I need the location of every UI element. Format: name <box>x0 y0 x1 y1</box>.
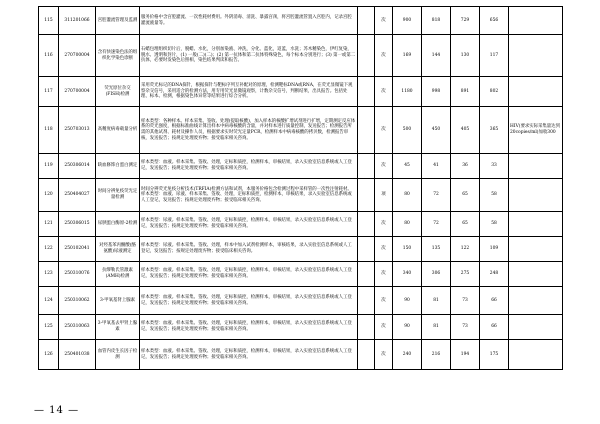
unit-cell: 次 <box>375 262 393 287</box>
exclusion-cell <box>358 154 375 179</box>
project-content-cell: 服务价格中含宫腔灌流、一次性耗材费用。外阴消毒、清洗、暴露宫颈，将宫腔灌流管置入宫腔内，记录宫腔灌流液量等。 <box>140 7 358 35</box>
exclusion-cell <box>358 287 375 315</box>
row-number-cell: 116 <box>39 35 59 77</box>
price-level-4-cell: 365 <box>480 107 509 154</box>
fee-table <box>38 6 563 370</box>
price-level-1-cell: 900 <box>393 7 422 35</box>
note-cell <box>509 77 563 107</box>
unit-cell: 次 <box>375 35 393 77</box>
unit-cell: 次 <box>375 77 393 107</box>
project-code-cell: 250306015 <box>59 212 96 237</box>
note-cell <box>509 340 563 370</box>
price-level-3-cell: 194 <box>451 340 480 370</box>
exclusion-cell <box>358 179 375 212</box>
project-name-cell: 对羟基苯丙酮酸(酪氨酸)尿液测定 <box>96 237 140 262</box>
price-level-3-cell: 891 <box>451 77 480 107</box>
price-level-2-cell: 81 <box>422 287 451 315</box>
project-name-cell: 宫腔灌流管理及监测 <box>96 7 140 35</box>
row-number-cell: 123 <box>39 262 59 287</box>
row-number-cell: 118 <box>39 107 59 154</box>
row-number-cell: 115 <box>39 7 59 35</box>
project-content-cell: 样本类型：血液。样本采集、签收、处理，定标和质控，检测样本，审核结果，录入实验室信息系统或人工登记，发送报告；按规定处理废弃物；接受临床相关咨询。 <box>140 340 358 370</box>
project-content-cell: 石蜡包埋组织切片后，脱蜡、水化，分别加染液、冲洗，分化、蓝化，返蓝，水洗；苏木精染色，伊红复染，脱水、透明和封片，(1) 一般(二)(二)；(2) 第一抗体和第二抗体特殊染色，每个标本分别进行；(3) 第一或第二抗体，必要时发染色后照相，染色结果判读和报告。 <box>140 35 358 77</box>
unit-cell: 项 <box>375 179 393 212</box>
table-row <box>39 35 563 77</box>
price-level-3-cell: 729 <box>451 7 480 35</box>
price-level-3-cell: 73 <box>451 315 480 340</box>
project-content-cell: 样本类型：各种样本。样本采集、签收、处理(提取核酸)，加入样本的核酸扩增试剂进行扩增，定期测定反应体系的荧光强度，根据标准曲线计算出样本中病毒核酸的含量，并对样本进行质量控制，发送报告；检测报告所需的其他试剂、耗材及操作人员，根据要求实时荧光定量PCR，检测样本中病毒核酸的拷贝数，检测报告审核，发送报告；按规定处理废弃物；接受临床相关咨询。 <box>140 107 358 154</box>
project-code-cell: 250306014 <box>59 154 96 179</box>
table-row <box>39 77 563 107</box>
price-level-1-cell: 240 <box>393 340 422 370</box>
price-level-3-cell: 130 <box>451 35 480 77</box>
price-level-1-cell: 340 <box>393 262 422 287</box>
project-name-cell: 抗缪勒氏管激素(AMH)检测 <box>96 262 140 287</box>
row-number-cell: 126 <box>39 340 59 370</box>
price-level-3-cell: 73 <box>451 287 480 315</box>
price-level-2-cell: 998 <box>422 77 451 107</box>
project-name-cell: 荧光原位杂交(FISH)检测 <box>96 77 140 107</box>
project-name-cell: 时间分辨免疫荧光定量检测 <box>96 179 140 212</box>
price-level-2-cell: 306 <box>422 262 451 287</box>
project-code-cell: 250404027 <box>59 179 96 212</box>
project-code-cell: 250102041 <box>59 237 96 262</box>
unit-cell: 次 <box>375 154 393 179</box>
price-level-2-cell: 41 <box>422 154 451 179</box>
table-row <box>39 7 563 35</box>
price-level-1-cell: 150 <box>393 237 422 262</box>
unit-cell: 次 <box>375 287 393 315</box>
price-level-4-cell: 175 <box>480 340 509 370</box>
note-cell <box>509 212 563 237</box>
exclusion-cell <box>358 262 375 287</box>
project-code-cell: 250703013 <box>59 107 96 154</box>
exclusion-cell <box>358 77 375 107</box>
price-level-1-cell: 90 <box>393 287 422 315</box>
table-row <box>39 315 563 340</box>
table-row <box>39 154 563 179</box>
price-level-1-cell: 1180 <box>393 77 422 107</box>
price-level-4-cell: 656 <box>480 7 509 35</box>
project-code-cell: 270700004 <box>59 77 96 107</box>
row-number-cell: 117 <box>39 77 59 107</box>
row-number-cell: 122 <box>39 237 59 262</box>
table-row <box>39 287 563 315</box>
price-level-2-cell: 72 <box>422 212 451 237</box>
price-level-4-cell: 802 <box>480 77 509 107</box>
exclusion-cell <box>358 237 375 262</box>
price-level-4-cell: 117 <box>480 35 509 77</box>
row-number-cell: 120 <box>39 179 59 212</box>
project-code-cell: 311201066 <box>59 7 96 35</box>
unit-cell: 次 <box>375 7 393 35</box>
price-level-1-cell: 80 <box>393 179 422 212</box>
project-name-cell: 3-甲氧基去甲肾上腺素 <box>96 315 140 340</box>
table-row <box>39 107 563 154</box>
exclusion-cell <box>358 35 375 77</box>
price-level-3-cell: 36 <box>451 154 480 179</box>
project-name-cell: 3-甲氧基肾上腺素 <box>96 287 140 315</box>
note-cell <box>509 262 563 287</box>
unit-cell: 次 <box>375 340 393 370</box>
price-level-2-cell: 818 <box>422 7 451 35</box>
unit-cell: 次 <box>375 212 393 237</box>
price-level-4-cell: 33 <box>480 154 509 179</box>
price-level-4-cell: 58 <box>480 179 509 212</box>
note-cell: HIV(要求实际采集量达到20copies/ml)加收300 <box>509 107 563 154</box>
exclusion-cell <box>358 315 375 340</box>
price-level-4-cell: 58 <box>480 212 509 237</box>
page-number: — 14 — <box>34 405 80 416</box>
price-level-1-cell: 80 <box>393 212 422 237</box>
price-level-3-cell: 122 <box>451 237 480 262</box>
project-name-cell: 含有快速染色法的组织化学染色诊断 <box>96 35 140 77</box>
price-level-2-cell: 450 <box>422 107 451 154</box>
project-content-cell: 采用荧光标记的DNA探针，根据探针与靶标序列互补配对的原理，检测靶标DNA或RNA，在荧光显微镜下观察杂交信号，采用适合的检测方法，用专用荧光显微镜观察，计数杂交信号，判断结果，出具报告。包括处理、标本、检测，根据染色体异常等结果进行综合分析。 <box>140 77 358 107</box>
price-level-4-cell: 109 <box>480 237 509 262</box>
unit-cell: 次 <box>375 107 393 154</box>
project-code-cell: 250401038 <box>59 340 96 370</box>
unit-cell: 次 <box>375 237 393 262</box>
project-code-cell: 250310063 <box>59 315 96 340</box>
note-cell <box>509 287 563 315</box>
project-content-cell: 样本类型：血液。样本采集、签收、处理，定标和质控，检测样本，审核结果，录入实验室信息系统或人工登记，发送报告；按规定处理废弃物；接受临床相关咨询。 <box>140 287 358 315</box>
project-name-cell: 尿胰蛋白酶原-2检测 <box>96 212 140 237</box>
table-row <box>39 237 563 262</box>
project-name-cell: 缺血修饰白蛋白测定 <box>96 154 140 179</box>
row-number-cell: 121 <box>39 212 59 237</box>
row-number-cell: 119 <box>39 154 59 179</box>
price-level-3-cell: 65 <box>451 179 480 212</box>
project-name-cell: 血管内皮生长因子检测 <box>96 340 140 370</box>
exclusion-cell <box>358 212 375 237</box>
price-level-3-cell: 65 <box>451 212 480 237</box>
price-level-2-cell: 72 <box>422 179 451 212</box>
project-content-cell: 样本类型：尿液。样本采集、签收、处理，样本中加入试剂检测样本，审核结果，录入实验室信息系统或人工登记，发送报告；按规定处理废弃物；接受临床相关咨询。 <box>140 237 358 262</box>
price-level-2-cell: 135 <box>422 237 451 262</box>
note-cell <box>509 315 563 340</box>
table-row <box>39 262 563 287</box>
project-content-cell: 时间分辨荧光免疫分析技术(TRFIA)检测方法和试剂，本服务价格包含检测过程中采样管的一次性注射耗材。样本类型：血液、尿液、样本采集、签收、处理，定标和质控，检测样本，审核结果，录入实验室信息系统或人工登记，发送报告；按规定处理废弃物；接受临床相关咨询。 <box>140 179 358 212</box>
table-row <box>39 212 563 237</box>
table-row <box>39 340 563 370</box>
price-level-4-cell: 66 <box>480 315 509 340</box>
price-level-1-cell: 90 <box>393 315 422 340</box>
exclusion-cell <box>358 340 375 370</box>
project-code-cell: 270700004 <box>59 35 96 77</box>
note-cell <box>509 179 563 212</box>
note-cell <box>509 237 563 262</box>
price-level-4-cell: 66 <box>480 287 509 315</box>
price-level-2-cell: 216 <box>422 340 451 370</box>
price-level-4-cell: 248 <box>480 262 509 287</box>
exclusion-cell <box>358 7 375 35</box>
table-row <box>39 179 563 212</box>
exclusion-cell <box>358 107 375 154</box>
price-level-2-cell: 81 <box>422 315 451 340</box>
unit-cell: 次 <box>375 315 393 340</box>
note-cell <box>509 35 563 77</box>
note-cell <box>509 154 563 179</box>
price-level-1-cell: 45 <box>393 154 422 179</box>
row-number-cell: 124 <box>39 287 59 315</box>
price-level-1-cell: 500 <box>393 107 422 154</box>
project-code-cell: 250310076 <box>59 262 96 287</box>
project-content-cell: 样本类型：血液。样本采集、签收、处理，定标和质控，检测样本，审核结果，录入实验室信息系统或人工登记，发送报告；按规定处理废弃物；接受临床相关咨询。 <box>140 154 358 179</box>
price-level-3-cell: 275 <box>451 262 480 287</box>
price-level-1-cell: 169 <box>393 35 422 77</box>
project-name-cell: 高精度病毒载量分析 <box>96 107 140 154</box>
project-content-cell: 样本类型：血液。样本采集、签收、处理，定标和质控，检测样本，审核结果，录入实验室信息系统或人工登记，发送报告；按规定处理废弃物；接受临床相关咨询。 <box>140 262 358 287</box>
project-code-cell: 250310062 <box>59 287 96 315</box>
price-level-2-cell: 144 <box>422 35 451 77</box>
price-level-3-cell: 405 <box>451 107 480 154</box>
row-number-cell: 125 <box>39 315 59 340</box>
note-cell <box>509 7 563 35</box>
project-content-cell: 样本类型：尿液。样本采集、签收、处理，定标和质控，检测样本，审核结果，录入实验室信息系统或人工登记，发送报告；按规定处理废弃物；接受临床相关咨询。 <box>140 212 358 237</box>
project-content-cell: 样本类型：血液。样本采集、签收、处理，定标和质控，检测样本，审核结果，录入实验室信息系统或人工登记，发送报告；按规定处理废弃物；接受临床相关咨询。 <box>140 315 358 340</box>
